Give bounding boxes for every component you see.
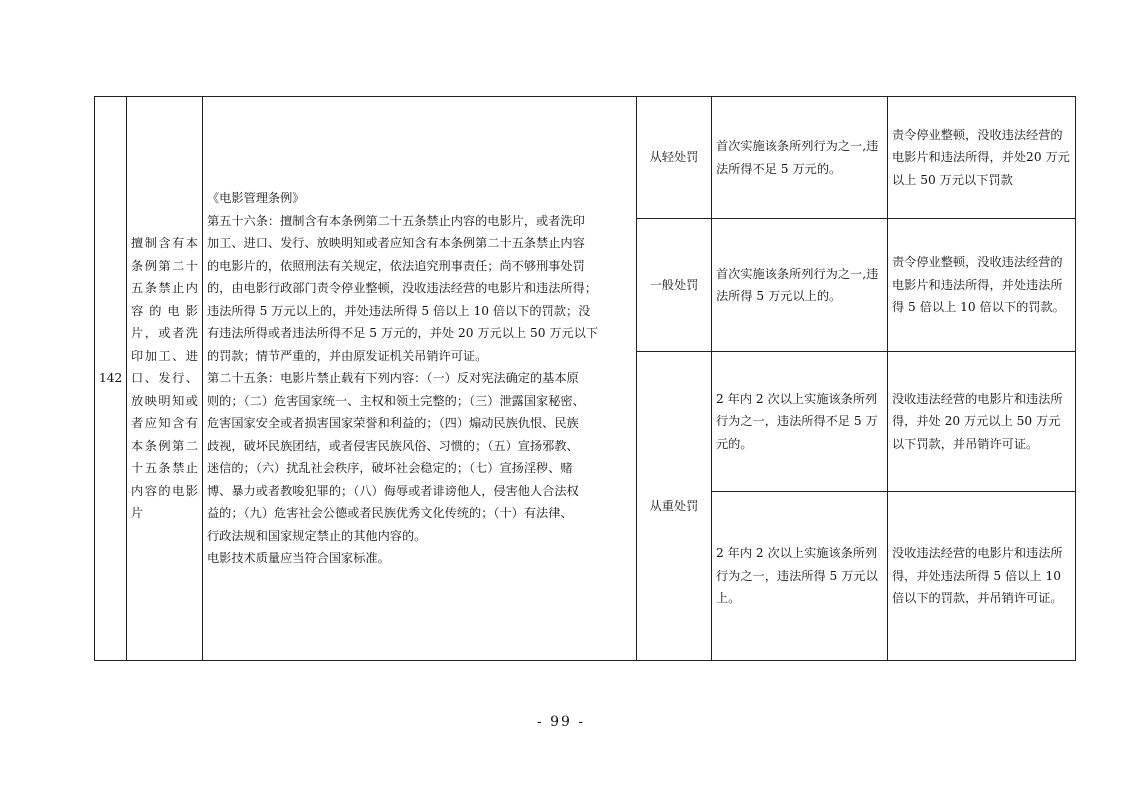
basis-line: 危害国家安全或者损害国家荣誉和利益的；（四）煽动民族仇恨、民族	[207, 416, 579, 431]
basis-line: 迷信的；（六）扰乱社会秩序，破坏社会稳定的；（七）宣扬淫秽、赌	[207, 461, 573, 476]
penalty-condition: 2 年内 2 次以上实施该条所列行为之一，违法所得 5 万元以上。	[712, 492, 888, 661]
basis-line: 有违法所得或者违法所得不足 5 万元的，并处 20 万元以上 50 万元以下	[207, 326, 599, 341]
basis-line: 加工、进口、发行、放映明知或者应知含有本条例第二十五条禁止内容	[207, 236, 585, 251]
penalty-measure: 没收违法经营的电影片和违法所得，并处违法所得 5 倍以上 10 倍以下的罚款，并吊销许可证。	[888, 492, 1076, 661]
penalty-measure: 没收违法经营的电影片和违法所得，并处 20 万元以上 50 万元以下罚款，并吊销许可证。	[888, 352, 1076, 492]
basis-line: 的罚款；情节严重的，并由原发证机关吊销许可证。	[207, 348, 488, 363]
basis-line: 行政法规和国家规定禁止的其他内容的。	[207, 528, 427, 543]
basis-line: 电影技术质量应当符合国家标准。	[207, 551, 390, 566]
row-number: 142	[95, 97, 127, 661]
penalty-table	[94, 96, 1076, 661]
basis-line: 博、暴力或者教唆犯罪的；（八）侮辱或者诽谤他人，侵害他人合法权	[207, 483, 579, 498]
penalty-level: 从重处罚	[637, 352, 712, 661]
table-row	[95, 97, 1076, 219]
basis-line: 第五十六条：擅制含有本条例第二十五条禁止内容的电影片，或者洗印	[207, 213, 585, 228]
basis-line: 歧视，破坏民族团结，或者侵害民族风俗、习惯的；（五）宣扬邪教、	[207, 438, 579, 453]
basis-line: 违法所得 5 万元以上的，并处违法所得 5 倍以上 10 倍以下的罚款；没	[207, 303, 591, 318]
legal-basis	[203, 97, 637, 661]
basis-line: 《电影管理条例》	[207, 191, 305, 206]
basis-line: 的电影片的，依照刑法有关规定，依法追究刑事责任；尚不够刑事处罚	[207, 258, 585, 273]
penalty-measure: 责令停业整顿，没收违法经营的电影片和违法所得，并处违法所得 5 倍以上 10 倍以下的罚款。	[888, 219, 1076, 352]
basis-line: 则的；（二）危害国家统一、主权和领土完整的；（三）泄露国家秘密、	[207, 393, 585, 408]
page-number: - 99 -	[536, 714, 586, 730]
penalty-measure: 责令停业整顿，没收违法经营的电影片和违法所得，并处20 万元以上 50 万元以下罚款	[888, 97, 1076, 219]
penalty-condition: 2 年内 2 次以上实施该条所列行为之一，违法所得不足 5 万元的。	[712, 352, 888, 492]
penalty-level: 一般处罚	[637, 219, 712, 352]
basis-line: 的，由电影行政部门责令停业整顿，没收违法经营的电影片和违法所得；	[207, 281, 597, 296]
penalty-level: 从轻处罚	[637, 97, 712, 219]
basis-line: 益的；（九）危害社会公德或者民族优秀文化传统的；（十）有法律、	[207, 506, 573, 521]
basis-line: 第二十五条：电影片禁止载有下列内容：（一）反对宪法确定的基本原	[207, 371, 579, 386]
penalty-condition: 首次实施该条所列行为之一,违法所得 5 万元以上的。	[712, 219, 888, 352]
penalty-condition: 首次实施该条所列行为之一,违法所得不足 5 万元的。	[712, 97, 888, 219]
violation-item: 擅制含有本条例第二十五条禁止内容的电影片，或者洗印加工、进口、发行、放映明知或者应知含有本条例第二十五条禁止内容的电影片	[127, 97, 203, 661]
